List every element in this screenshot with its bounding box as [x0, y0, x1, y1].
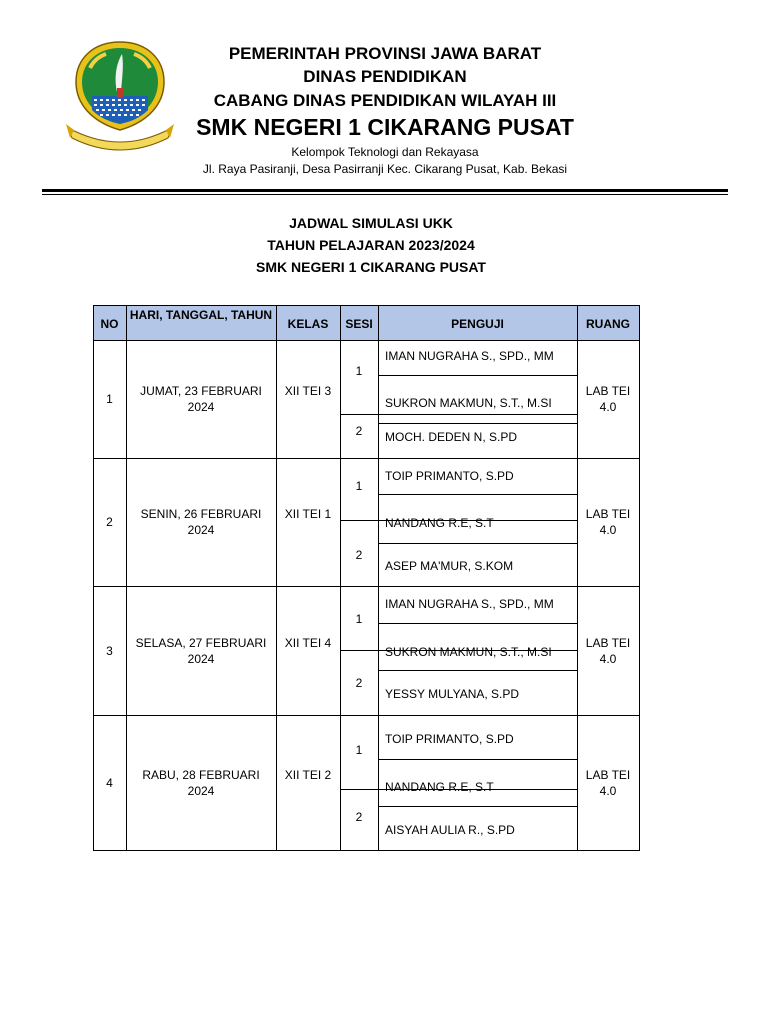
header-class: KELAS [287, 317, 329, 331]
table-column-border [639, 305, 640, 851]
row-date: SENIN, 26 FEBRUARI 2024 [140, 507, 262, 537]
row-examiner: ASEP MA'MUR, S.KOM [385, 559, 514, 573]
table-column-border [93, 305, 94, 851]
table-row-border [93, 586, 640, 587]
examiner-divider [378, 543, 577, 544]
table-column-border [340, 305, 341, 851]
row-examiner: NANDANG R.E, S.T [385, 780, 494, 794]
table-column-border [126, 305, 127, 851]
examiner-divider [378, 623, 577, 624]
session-divider [340, 414, 577, 415]
row-class: XII TEI 2 [284, 767, 332, 782]
row-class: XII TEI 3 [284, 384, 332, 398]
header-session: SESI [345, 317, 373, 331]
header-branch: CABANG DINAS PENDIDIKAN WILAYAH III [213, 91, 557, 110]
row-room: LAB TEI 4.0 [585, 635, 631, 666]
row-session: 1 [355, 364, 363, 378]
row-examiner: SUKRON MAKMUN, S.T., M.SI [385, 645, 552, 659]
school-name: SMK NEGERI 1 CIKARANG PUSAT [196, 114, 574, 140]
examiner-divider [378, 494, 577, 495]
row-examiner: IMAN NUGRAHA S., SPD., MM [385, 349, 554, 363]
row-examiner: NANDANG R.E, S.T [385, 516, 494, 530]
examiner-divider [378, 670, 577, 671]
row-examiner: AISYAH AULIA R., S.PD [385, 823, 515, 837]
header-no: NO [100, 317, 119, 331]
row-class: XII TEI 1 [284, 507, 332, 521]
row-session: 1 [355, 479, 363, 493]
table-border-top [93, 305, 640, 306]
row-room: LAB TEI 4.0 [585, 507, 631, 537]
row-examiner: YESSY MULYANA, S.PD [385, 687, 520, 701]
header-agency: DINAS PENDIDIKAN [303, 67, 467, 86]
document-subtitle-year: TAHUN PELAJARAN 2023/2024 [267, 237, 475, 253]
row-number: 3 [106, 643, 113, 658]
examiner-divider [378, 423, 577, 424]
row-examiner: IMAN NUGRAHA S., SPD., MM [385, 597, 554, 611]
table-column-border [577, 305, 578, 851]
row-session: 2 [355, 810, 363, 824]
row-number: 4 [106, 775, 113, 790]
header-room: RUANG [586, 317, 630, 331]
table-header-border [93, 340, 640, 341]
row-session: 1 [355, 743, 363, 757]
header-government: PEMERINTAH PROVINSI JAWA BARAT [228, 44, 542, 63]
header-examiner: PENGUJI [451, 317, 504, 331]
row-session: 1 [355, 612, 363, 626]
examiner-divider [378, 759, 577, 760]
row-date: RABU, 28 FEBRUARI 2024 [142, 767, 260, 798]
document-subtitle-school: SMK NEGERI 1 CIKARANG PUSAT [256, 259, 486, 275]
row-examiner: SUKRON MAKMUN, S.T., M.SI [385, 396, 552, 410]
row-examiner: TOIP PRIMANTO, S.PD [385, 732, 514, 746]
school-address: Jl. Raya Pasiranji, Desa Pasirranji Kec. Cikarang Pusat, Kab. Bekasi [202, 162, 568, 176]
row-room: LAB TEI 4.0 [585, 384, 631, 414]
row-session: 2 [355, 548, 363, 562]
row-room: LAB TEI 4.0 [585, 767, 631, 798]
table-row-border [93, 458, 640, 459]
row-class: XII TEI 4 [284, 635, 332, 650]
row-date: JUMAT, 23 FEBRUARI 2024 [140, 384, 262, 414]
table-row-border [93, 850, 640, 851]
table-column-border [378, 305, 379, 851]
row-session: 2 [355, 424, 363, 438]
row-examiner: MOCH. DEDEN N, S.PD [385, 430, 518, 444]
document-title: JADWAL SIMULASI UKK [289, 215, 453, 231]
row-session: 2 [355, 676, 363, 690]
row-date: SELASA, 27 FEBRUARI 2024 [135, 635, 267, 666]
header-date: HARI, TANGGAL, TAHUN [129, 308, 273, 322]
row-examiner: TOIP PRIMANTO, S.PD [385, 469, 514, 483]
examiner-divider [378, 806, 577, 807]
examiner-divider [378, 375, 577, 376]
row-number: 1 [106, 392, 113, 406]
row-number: 2 [106, 515, 113, 529]
table-row-border [93, 715, 640, 716]
school-group: Kelompok Teknologi dan Rekayasa [291, 145, 479, 159]
